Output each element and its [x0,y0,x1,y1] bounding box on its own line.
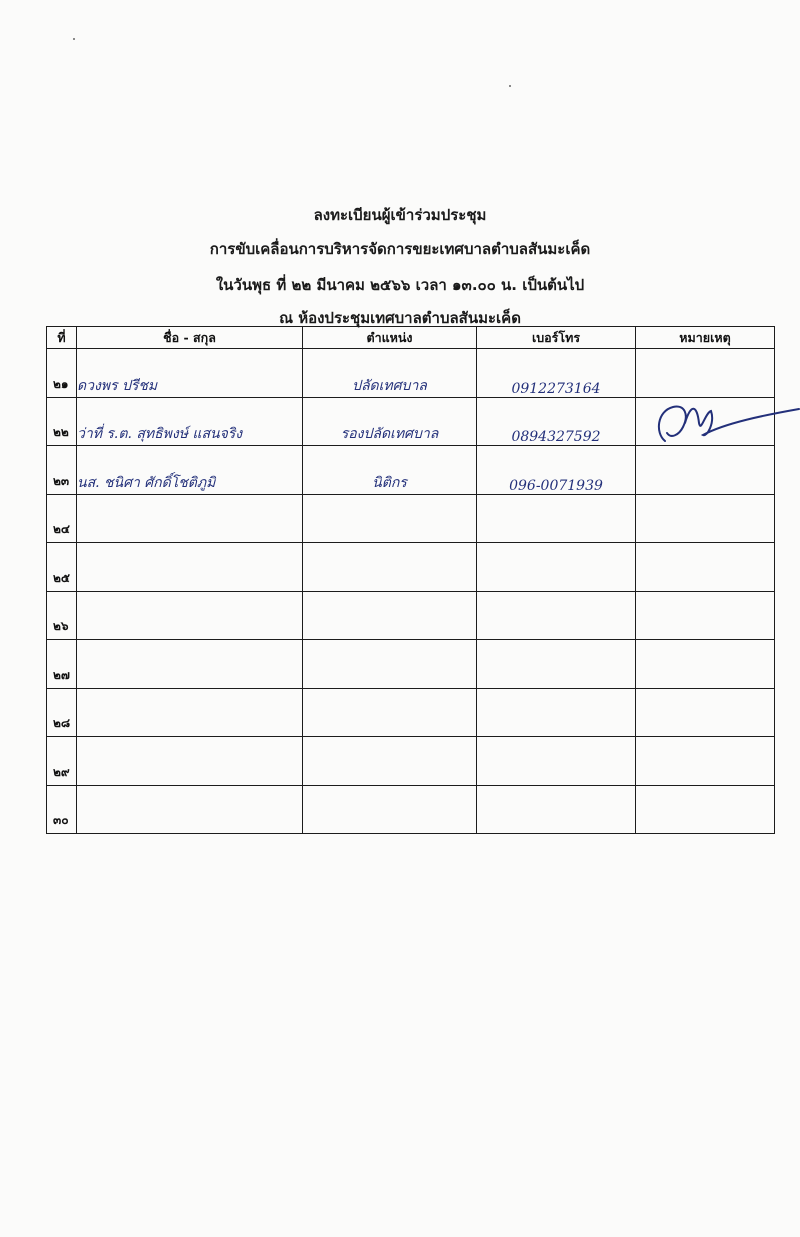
table-row [47,543,775,592]
attendee-position [303,543,477,592]
attendee-phone: 0894327592 [477,397,636,446]
row-number: ๒๕ [47,543,77,592]
header-note: หมายเหตุ [636,327,775,349]
meeting-subject: การขับเคลื่อนการบริหารจัดการขยะเทศบาลตำบลสันมะเค็ด [209,240,591,258]
attendee-note [636,785,775,834]
signature-scribble [645,393,800,453]
attendee-name [77,737,303,786]
attendee-position: ปลัดเทศบาล [303,349,477,398]
attendee-phone [477,494,636,543]
header-name: ชื่อ - สกุล [77,327,303,349]
table-header-row [47,327,775,349]
attendee-position: รองปลัดเทศบาล [303,397,477,446]
attendee-phone: 0912273164 [477,349,636,398]
attendee-position [303,494,477,543]
row-number: ๒๘ [47,688,77,737]
attendee-name: ว่าที่ ร.ต. สุทธิพงษ์ แสนจริง [77,397,303,446]
meeting-date-time: ในวันพุธ ที่ ๒๒ มีนาคม ๒๕๖๖ เวลา ๑๓.๐๐ น. เป็นต้นไป [215,276,585,294]
row-number: ๒๑ [47,349,77,398]
attendee-name [77,785,303,834]
attendee-position: นิติกร [303,446,477,495]
table-row [47,688,775,737]
row-number: ๒๓ [47,446,77,495]
attendee-name [77,688,303,737]
attendee-note [636,737,775,786]
row-number: ๒๔ [47,494,77,543]
attendee-position [303,640,477,689]
attendee-name [77,494,303,543]
attendee-note [636,349,775,398]
attendee-phone [477,640,636,689]
scan-speck [73,38,75,40]
table-row [47,785,775,834]
attendee-phone [477,688,636,737]
attendee-phone: 096-0071939 [477,446,636,495]
attendee-phone [477,543,636,592]
attendee-phone [477,737,636,786]
table-row [47,737,775,786]
document-title: ลงทะเบียนผู้เข้าร่วมประชุม [313,206,487,224]
attendee-position [303,737,477,786]
attendee-note [636,688,775,737]
row-number: ๓๐ [47,785,77,834]
attendee-name: ดวงพร ปรีชม [77,349,303,398]
attendee-position [303,591,477,640]
attendee-name [77,543,303,592]
row-number: ๒๙ [47,737,77,786]
attendee-name: นส. ชนิศา ศักดิ์โชติภูมิ [77,446,303,495]
table-row [47,591,775,640]
row-number: ๒๗ [47,640,77,689]
attendee-phone [477,591,636,640]
row-number: ๒๖ [47,591,77,640]
row-number: ๒๒ [47,397,77,446]
meeting-venue: ณ ห้องประชุมเทศบาลตำบลสันมะเค็ด [279,309,521,327]
attendee-phone [477,785,636,834]
table-row [47,640,775,689]
table-row [47,494,775,543]
attendee-note [636,543,775,592]
attendee-note [636,494,775,543]
header-position: ตำแหน่ง [303,327,477,349]
attendee-note [636,591,775,640]
attendee-position [303,785,477,834]
header-no: ที่ [47,327,77,349]
attendee-note [636,640,775,689]
attendee-name [77,640,303,689]
header-phone: เบอร์โทร [477,327,636,349]
attendee-position [303,688,477,737]
table-row [47,349,775,398]
scan-speck [509,85,511,87]
attendee-name [77,591,303,640]
